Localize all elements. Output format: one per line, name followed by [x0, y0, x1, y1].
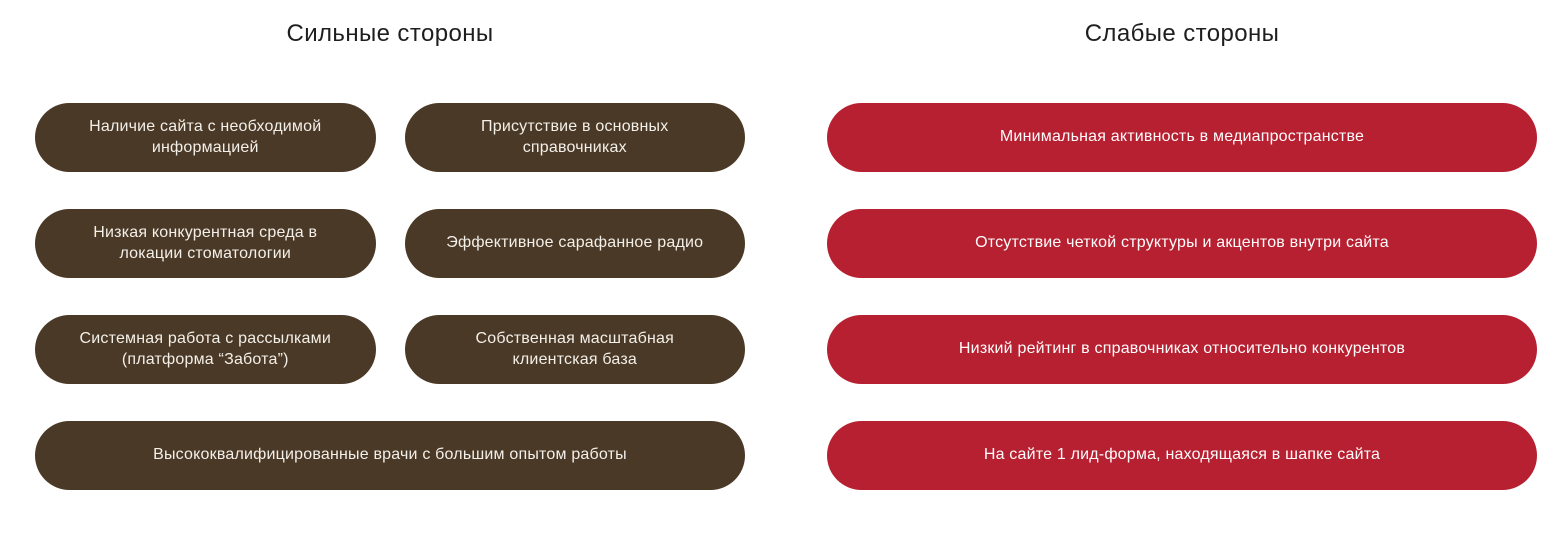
strength-pill-label: Присутствие в основных справочниках	[481, 117, 669, 156]
strength-pill-label: Системная работа с рассылками (платформа “Забота”)	[79, 329, 331, 368]
strength-pill-label: Собственная масштабная клиентская база	[475, 329, 674, 368]
weakness-pill	[827, 315, 1537, 384]
weaknesses-rows	[827, 103, 1537, 490]
weakness-pill	[827, 421, 1537, 490]
strengths-row-2	[35, 209, 745, 278]
strength-pill	[35, 103, 376, 172]
weaknesses-title: Слабые стороны	[1084, 20, 1280, 47]
weakness-pill	[827, 209, 1537, 278]
strength-pill	[35, 315, 376, 384]
strength-pill-wide	[35, 421, 745, 490]
strength-pill-label: Низкая конкурентная среда в локации стоматологии	[93, 223, 318, 262]
strengths-title: Сильные стороны	[286, 20, 494, 47]
strength-pill-label: Высококвалифицированные врачи с большим опытом работы	[153, 446, 627, 464]
strengths-rows	[35, 103, 745, 490]
strengths-row-1	[35, 103, 745, 172]
weakness-pill-label: Минимальная активность в медиапространстве	[999, 128, 1365, 146]
weakness-pill-label: Низкий рейтинг в справочниках относительно конкурентов	[958, 340, 1406, 358]
strength-pill-label: Наличие сайта с необходимой информацией	[89, 117, 322, 156]
strength-pill	[405, 315, 746, 384]
strength-pill	[35, 209, 376, 278]
strengths-row-3	[35, 315, 745, 384]
strength-pill-label: Эффективное сарафанное радио	[446, 234, 704, 252]
weakness-pill	[827, 103, 1537, 172]
weakness-pill-label: На сайте 1 лид-форма, находящаяся в шапке сайта	[983, 446, 1381, 464]
strength-pill	[405, 103, 746, 172]
strength-pill	[405, 209, 746, 278]
weakness-pill-label: Отсутствие четкой структуры и акцентов внутри сайта	[975, 234, 1389, 252]
